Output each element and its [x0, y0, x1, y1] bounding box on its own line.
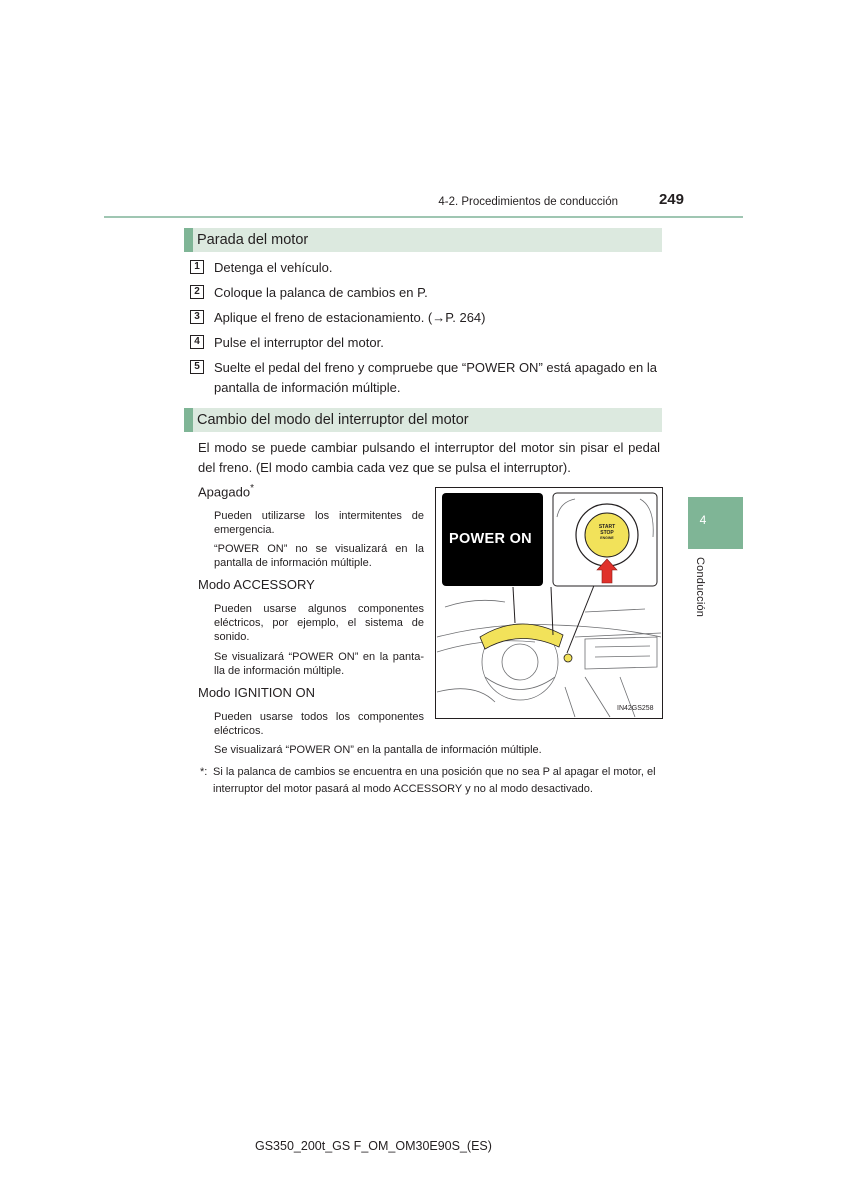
footer-code: GS350_200t_GS F_OM_OM30E90S_(ES) — [255, 1139, 492, 1153]
dashboard-illustration — [435, 487, 663, 719]
mode-title-apagado — [198, 483, 254, 499]
button-label-line: ENGINE — [600, 536, 614, 540]
page-number: 249 — [658, 191, 684, 208]
mode-desc-line: Se visualizará “POWER ON” en la pantalla de información múltiple. — [214, 744, 542, 756]
step-text: Pulse el interruptor del motor. — [214, 335, 384, 350]
chapter-tab — [688, 497, 743, 549]
step-text: Coloque la palanca de cambios en P. — [214, 285, 428, 300]
step-text: Detenga el vehículo. — [214, 260, 333, 275]
step-text: Suelte el pedal del freno y compruebe que “POWER ON” está apagado en la pantalla de información múltiple. — [214, 360, 657, 395]
display-text: POWER ON — [449, 531, 532, 547]
mode-desc-line: Pueden usarse algunos componentes eléctricos, por ejemplo, el sistema de sonido. — [214, 603, 424, 643]
button-label — [592, 525, 622, 542]
mode-title-text: Apagado — [198, 484, 251, 500]
chapter-label: Conducción — [694, 557, 706, 618]
step-number: 5 — [190, 360, 204, 374]
step-number: 3 — [190, 310, 204, 324]
mode-title-accessory: Modo ACCESSORY — [198, 577, 315, 592]
chapter-number: 4 — [699, 513, 707, 527]
step-number: 2 — [190, 285, 204, 299]
section-title: Cambio del modo del interruptor del motor — [197, 412, 469, 428]
mode-desc-line: Se visualizará “POWER ON” en la panta- lla de información múltiple. — [214, 651, 424, 677]
section-heading-parada — [184, 228, 662, 252]
footnote-mark: *: — [200, 766, 208, 778]
step-number: 1 — [190, 260, 204, 274]
mode-title-ignition: Modo IGNITION ON — [198, 685, 316, 700]
mode-desc-line: Pueden utilizarse los intermitentes de emergencia. — [214, 510, 424, 536]
step-text: Aplique el freno de estacionamiento. (→P. 264) — [214, 310, 486, 325]
step-number: 4 — [190, 335, 204, 349]
button-label-line: STOP — [600, 529, 614, 536]
illustration-svg — [435, 487, 663, 719]
header-rule — [104, 216, 743, 218]
section-heading-cambio — [184, 408, 662, 432]
running-header: 4-2. Procedimientos de conducción — [438, 196, 618, 208]
figure-code: IN42GS258 — [617, 705, 654, 712]
switch-location-marker — [564, 654, 572, 662]
asterisk-mark: * — [250, 483, 254, 494]
section-title: Parada del motor — [197, 232, 309, 248]
intro-paragraph: El modo se puede cambiar pulsando el interruptor del motor sin pisar el pedal del freno. (El modo cambia cada vez que se pulsa el interruptor). — [198, 440, 660, 475]
mode-desc-line: Pueden usarse todos los componentes eléctricos. — [214, 711, 424, 737]
mode-desc-line: “POWER ON” no se visualizará en la pantalla de información múltiple. — [214, 543, 424, 569]
button-label-line: START — [598, 524, 616, 530]
footnote-text: Si la palanca de cambios se encuentra en una posición que no sea P al apagar el motor, el interruptor del motor pasará al modo ACCESSORY y no al modo desactivado. — [213, 766, 656, 795]
